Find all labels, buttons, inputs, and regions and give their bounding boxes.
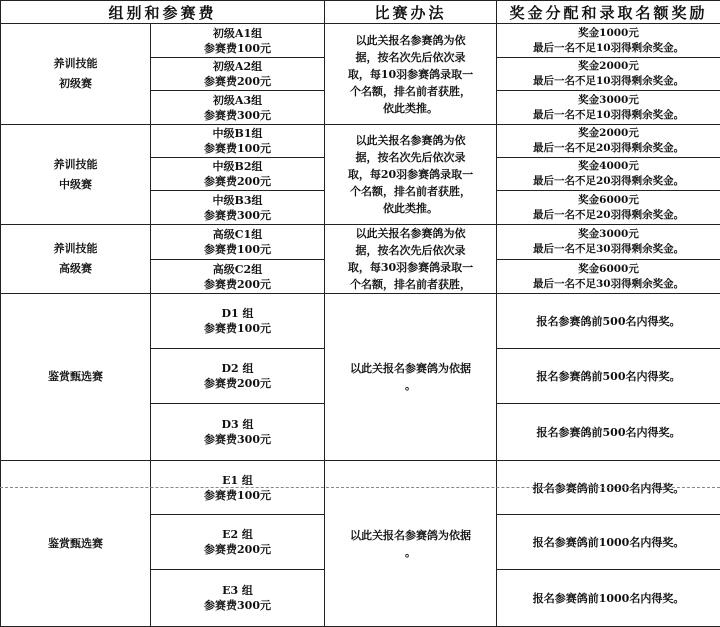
group-fee: 参赛费300元 — [151, 208, 324, 223]
text-line: 取，每20羽参赛鸽录取一 — [337, 166, 484, 183]
group-name: 高级C2组 — [151, 262, 324, 277]
text-line: 依此类推。 — [337, 100, 484, 117]
text-line: 奖金6000元 — [497, 262, 720, 277]
rule-cell — [325, 225, 497, 294]
text-line: 以此关报名参赛鸽为依据 — [337, 360, 484, 377]
text-line: 报名参赛鸽前500名内得奖。 — [497, 368, 720, 384]
text-line: 养训技能 — [1, 54, 150, 74]
text-line: 依此类推。 — [337, 200, 484, 217]
text-line: 。 — [337, 377, 484, 394]
prize-cell — [497, 349, 720, 404]
group-fee: 参赛费200元 — [151, 376, 324, 391]
group-name: 中级B1组 — [151, 126, 324, 141]
prize-cell — [497, 294, 720, 349]
table-row — [1, 294, 720, 349]
group-cell — [151, 125, 325, 158]
text-line: 个名额，排名前者获胜， — [337, 83, 484, 100]
table-row — [1, 125, 720, 158]
text-line: 最后一名不足20羽得剩余奖金。 — [497, 174, 720, 189]
group-fee: 参赛费200元 — [151, 277, 324, 292]
prize-cell — [497, 24, 720, 58]
text-line: 最后一名不足10羽得剩余奖金。 — [497, 108, 720, 123]
prize-cell — [497, 225, 720, 260]
text-line: 鉴赏甄选赛 — [1, 534, 150, 554]
text-line: 养训技能 — [1, 239, 150, 259]
text-line: 个名额，排名前者获胜， — [337, 183, 484, 200]
text-line: 。 — [337, 544, 484, 561]
prize-cell — [497, 125, 720, 158]
header-prizes: 奖金分配和录取名额奖励 — [497, 1, 720, 24]
group-name: D1 组 — [151, 306, 324, 321]
text-line: 以此关报名参赛鸽为依 — [337, 132, 484, 149]
group-fee: 参赛费100元 — [151, 321, 324, 336]
prize-cell — [497, 260, 720, 294]
group-name: E1 组 — [151, 473, 324, 488]
prize-cell — [497, 191, 720, 225]
text-line: 最后一名不足30羽得剩余奖金。 — [497, 242, 720, 257]
text-line: 奖金3000元 — [497, 227, 720, 242]
group-fee: 参赛费100元 — [151, 41, 324, 56]
table-body — [1, 24, 720, 627]
group-cell — [151, 58, 325, 91]
rule-cell — [325, 24, 497, 125]
text-line: 奖金3000元 — [497, 93, 720, 108]
text-line: 奖金4000元 — [497, 159, 720, 174]
category-cell — [1, 125, 151, 225]
prize-cell — [497, 570, 720, 627]
group-fee: 参赛费100元 — [151, 141, 324, 156]
group-cell — [151, 461, 325, 515]
text-line: 初级赛 — [1, 74, 150, 94]
group-cell — [151, 225, 325, 260]
text-line: 最后一名不足20羽得剩余奖金。 — [497, 208, 720, 223]
prize-cell — [497, 158, 720, 191]
group-name: 中级B3组 — [151, 193, 324, 208]
group-fee: 参赛费200元 — [151, 174, 324, 189]
group-cell — [151, 91, 325, 125]
table-row — [1, 24, 720, 58]
text-line: 最后一名不足30羽得剩余奖金。 — [497, 277, 720, 292]
rule-cell — [325, 294, 497, 461]
text-line: 取，每30羽参赛鸽录取一 — [337, 259, 484, 276]
text-line: 奖金1000元 — [497, 26, 720, 41]
text-line: 报名参赛鸽前1000名内得奖。 — [497, 534, 720, 550]
text-line: 高级赛 — [1, 259, 150, 279]
group-fee: 参赛费300元 — [151, 108, 324, 123]
group-fee: 参赛费200元 — [151, 542, 324, 557]
group-cell — [151, 260, 325, 294]
group-name: E3 组 — [151, 583, 324, 598]
group-fee: 参赛费100元 — [151, 488, 324, 503]
text-line: 报名参赛鸽前1000名内得奖。 — [497, 590, 720, 606]
category-cell — [1, 294, 151, 461]
header-groups-fees: 组别和参赛费 — [1, 1, 325, 24]
table-row — [1, 461, 720, 515]
group-fee: 参赛费300元 — [151, 432, 324, 447]
text-line: 鉴赏甄选赛 — [1, 367, 150, 387]
text-line: 以此关报名参赛鸽为依 — [337, 225, 484, 242]
prize-cell — [497, 91, 720, 125]
text-line: 最后一名不足20羽得剩余奖金。 — [497, 141, 720, 156]
prize-cell — [497, 404, 720, 461]
text-line: 取，每10羽参赛鸽录取一 — [337, 66, 484, 83]
category-cell — [1, 461, 151, 627]
group-name: 中级B2组 — [151, 159, 324, 174]
group-fee: 参赛费200元 — [151, 74, 324, 89]
text-line: 个名额，排名前者获胜， — [337, 276, 484, 293]
table-row — [1, 225, 720, 260]
text-line: 据，按名次先后依次录 — [337, 149, 484, 166]
header-row — [1, 1, 720, 24]
group-cell — [151, 515, 325, 570]
text-line: 奖金2000元 — [497, 59, 720, 74]
group-name: D2 组 — [151, 361, 324, 376]
text-line: 奖金2000元 — [497, 126, 720, 141]
text-line: 以此关报名参赛鸽为依 — [337, 32, 484, 49]
group-cell — [151, 24, 325, 58]
group-fee: 参赛费300元 — [151, 598, 324, 613]
category-cell — [1, 225, 151, 294]
category-cell — [1, 24, 151, 125]
text-line: 最后一名不足10羽得剩余奖金。 — [497, 41, 720, 56]
group-name: 初级A1组 — [151, 26, 324, 41]
text-line: 据，按名次先后依次录 — [337, 242, 484, 259]
header-rules: 比赛办法 — [325, 1, 497, 24]
group-name: D3 组 — [151, 417, 324, 432]
text-line: 据，按名次先后依次录 — [337, 49, 484, 66]
group-name: 初级A3组 — [151, 93, 324, 108]
group-fee: 参赛费100元 — [151, 242, 324, 257]
group-cell — [151, 158, 325, 191]
text-line: 报名参赛鸽前1000名内得奖。 — [497, 480, 720, 496]
rule-cell — [325, 461, 497, 627]
group-cell — [151, 349, 325, 404]
prize-cell — [497, 58, 720, 91]
prize-cell — [497, 515, 720, 570]
rule-cell — [325, 125, 497, 225]
group-name: 高级C1组 — [151, 227, 324, 242]
text-line: 最后一名不足10羽得剩余奖金。 — [497, 74, 720, 89]
group-name: E2 组 — [151, 527, 324, 542]
text-line: 奖金6000元 — [497, 193, 720, 208]
text-line: 以此关报名参赛鸽为依据 — [337, 527, 484, 544]
text-line: 养训技能 — [1, 155, 150, 175]
text-line: 报名参赛鸽前500名内得奖。 — [497, 424, 720, 440]
text-line: 中级赛 — [1, 175, 150, 195]
group-cell — [151, 191, 325, 225]
prize-cell — [497, 461, 720, 515]
group-name: 初级A2组 — [151, 59, 324, 74]
text-line: 报名参赛鸽前500名内得奖。 — [497, 313, 720, 329]
group-cell — [151, 570, 325, 627]
group-cell — [151, 294, 325, 349]
group-cell — [151, 404, 325, 461]
